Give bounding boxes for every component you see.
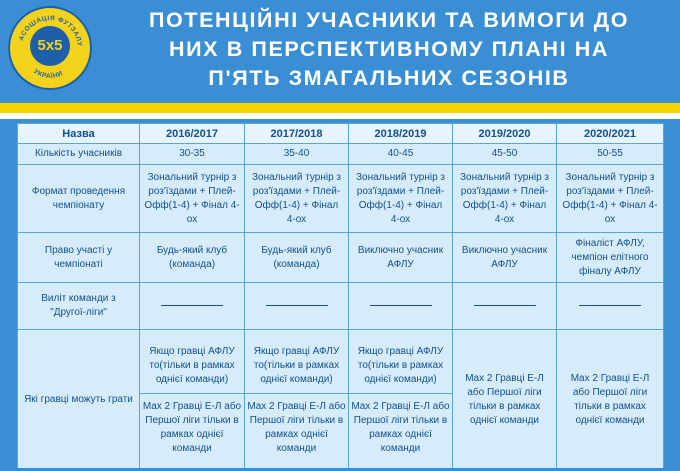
table-cell [245,283,349,330]
table-cell [349,283,453,330]
table-cell [557,283,664,330]
row-label: Формат проведення чемпіонату [18,165,140,233]
row-label: Право участі у чемпіонаті [18,233,140,283]
table-row [18,330,664,470]
table-row [18,233,664,283]
table-header-row [18,124,664,144]
cell-part-bottom: Max 2 Гравці Е-Л або Першої ліги тільки в рамках однієї команди [142,401,242,454]
table-cell: Будь-який клуб (команда) [140,233,245,283]
table-cell: Виключно учасник АФЛУ [453,233,557,283]
table-row [18,283,664,330]
white-stripe [0,113,680,119]
svg-text:АСОЦІАЦІЯ ФУТЗАЛУ: АСОЦІАЦІЯ ФУТЗАЛУ [18,14,84,47]
cell-part-bottom: Max 2 Гравці Е-Л або Першої ліги тільки в рамках однієї команди [351,401,450,454]
cell-part-top: Якщо гравці АФЛУ то(тільки в рамках однієї команди) [349,341,452,394]
title-line-3: П'ЯТЬ ЗМАГАЛЬНИХ СЕЗОНІВ [208,66,570,90]
seasons-table [17,123,664,470]
empty-dash [266,305,328,306]
table-row [18,165,664,233]
table-cell: Фіналіст АФЛУ, чемпіон елітного фіналу АФЛУ [557,233,664,283]
table-cell: Max 2 Гравці Е-Л або Першої ліги тільки в рамках однієї команди [557,330,664,470]
cell-part-top: Якщо гравці АФЛУ то(тільки в рамках однієї команди) [245,341,348,394]
title-line-2: НИХ В ПЕРСПЕКТИВНОМУ ПЛАНІ НА [169,37,609,61]
table-cell: 35-40 [245,144,349,165]
table-cell: 45-50 [453,144,557,165]
yellow-stripe [0,103,680,113]
svg-text:УКРАЇНИ: УКРАЇНИ [32,68,65,81]
title-line-1: ПОТЕНЦІЙНІ УЧАСНИКИ ТА ВИМОГИ ДО [148,8,630,32]
empty-dash [579,305,641,306]
table-cell: Зональний турнір з роз'їздами + Плей-Офф(1-4) + Фінал 4-ох [557,165,664,233]
cell-part-bottom: Max 2 Гравці Е-Л або Першої ліги тільки в рамках однієї команди [247,401,346,454]
column-header: 2019/2020 [453,124,557,144]
header [0,0,680,108]
table-cell [140,283,245,330]
column-header: 2017/2018 [245,124,349,144]
row-label: Виліт команди з "Другої-ліги" [18,283,140,330]
table-cell: 50-55 [557,144,664,165]
table-cell [349,330,453,470]
table-cell: Виключно учасник АФЛУ [349,233,453,283]
empty-dash [474,305,536,306]
table-cell [140,330,245,470]
table-cell: 30-35 [140,144,245,165]
table-cell: Max 2 Гравці Е-Л або Першої ліги тільки в рамках однієї команди [453,330,557,470]
page-title [104,6,674,93]
table-cell: Будь-який клуб (команда) [245,233,349,283]
table-cell: Зональний турнір з роз'їздами + Плей-Офф(1-4) + Фінал 4-ох [349,165,453,233]
row-label: Кількість учасників [18,144,140,165]
row-label: Які гравці можуть грати [18,330,140,470]
table-cell: Зональний турнір з роз'їздами + Плей-Офф(1-4) + Фінал 4-ох [245,165,349,233]
cell-part-top: Якщо гравці АФЛУ то(тільки в рамках однієї команди) [140,341,244,394]
column-header: 2016/2017 [140,124,245,144]
column-header: 2018/2019 [349,124,453,144]
logo-emblem: 5x5 [30,26,70,66]
column-header: Назва [18,124,140,144]
table-cell [245,330,349,470]
table-row [18,144,664,165]
table-cell: Зональний турнір з роз'їздами + Плей-Офф(1-4) + Фінал 4-ох [140,165,245,233]
empty-dash [161,305,223,306]
table-cell: 40-45 [349,144,453,165]
table-cell [453,283,557,330]
association-logo [8,6,92,90]
column-header: 2020/2021 [557,124,664,144]
table-cell: Зональний турнір з роз'їздами + Плей-Офф(1-4) + Фінал 4-ох [453,165,557,233]
empty-dash [370,305,432,306]
